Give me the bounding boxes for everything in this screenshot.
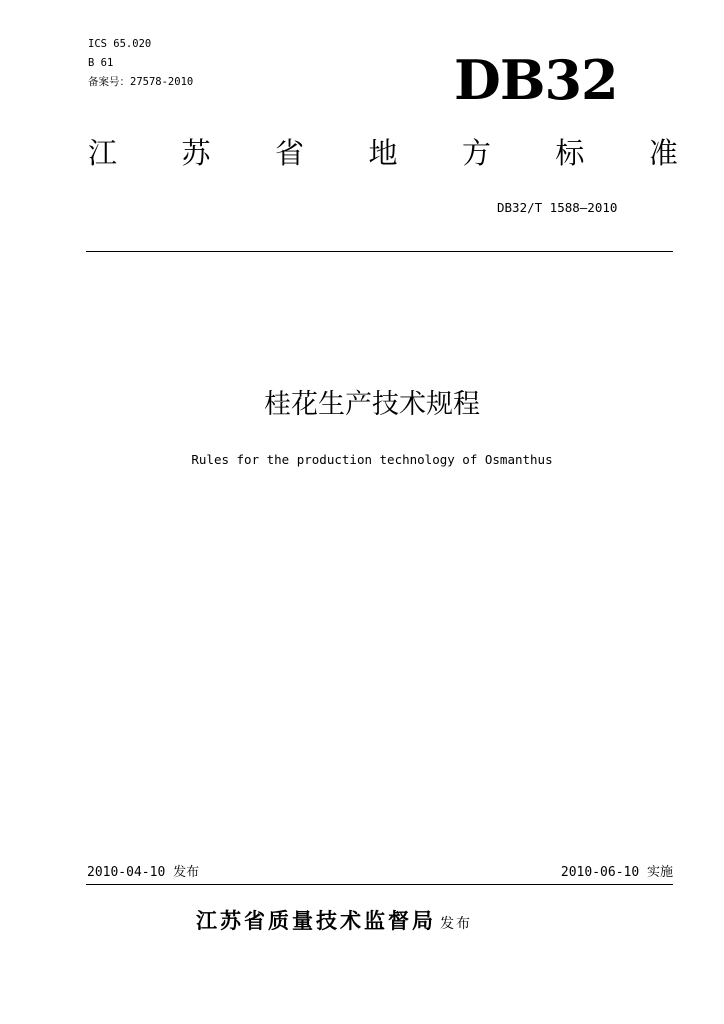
issuer-name: 江苏省质量技术监督局: [196, 909, 436, 933]
bottom-divider: [86, 884, 673, 885]
issuer-suffix: 发布: [440, 916, 472, 932]
record-number: 备案号：27578-2010: [88, 76, 194, 88]
standard-type-char: 准: [648, 136, 678, 170]
document-title-en: Rules for the production technology of Osmanthus: [191, 452, 553, 467]
document-title-zh: 桂花生产技术规程: [264, 389, 480, 420]
standard-type-char: 省: [274, 136, 304, 170]
standard-type-char: 苏: [181, 136, 211, 170]
top-divider: [86, 251, 673, 252]
standard-type-char: 标: [555, 136, 585, 170]
standard-type-char: 方: [461, 136, 491, 170]
standard-type-char: 江: [88, 136, 118, 170]
ics-code: ICS 65.020: [88, 38, 152, 50]
implementation-date: 2010-06-10 实施: [560, 865, 673, 880]
standard-code-logo: DB32: [454, 48, 618, 112]
issuer-line: [196, 906, 472, 939]
classification-code: B 61: [88, 57, 114, 69]
issue-date: 2010-04-10 发布: [87, 865, 200, 880]
standard-type-char: 地: [368, 136, 398, 170]
standard-number: DB32/T 1588—2010: [497, 200, 618, 215]
standard-type-heading: [88, 136, 678, 170]
